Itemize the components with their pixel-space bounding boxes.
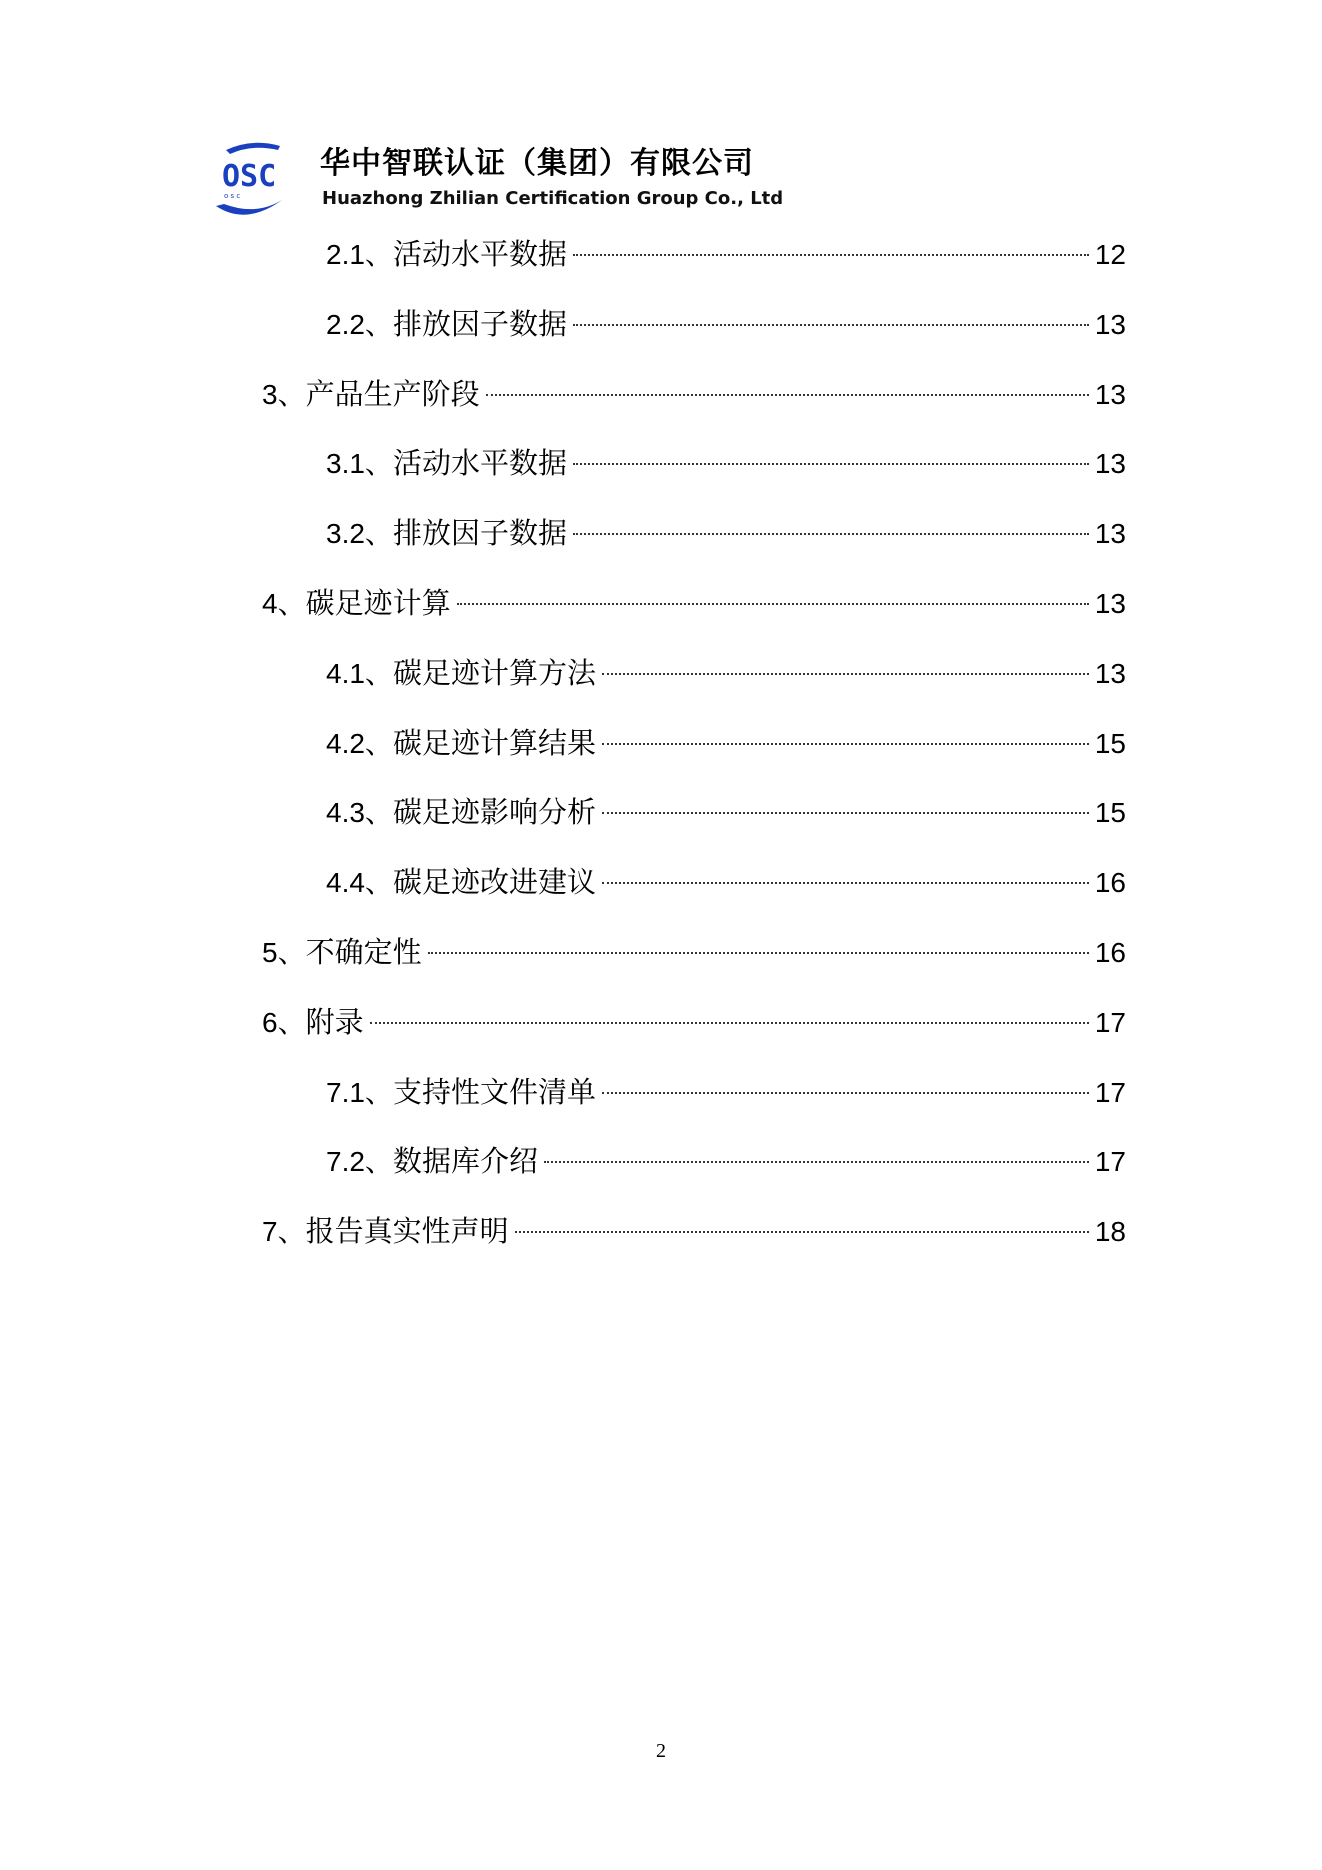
toc-entry-number: 4、 — [262, 588, 306, 619]
toc-entry-number: 4.2、 — [326, 728, 393, 759]
toc-entry-number: 7.1、 — [326, 1077, 393, 1108]
toc-dot-leader — [602, 882, 1089, 884]
toc-dot-leader — [573, 254, 1089, 256]
toc-entry[interactable] — [262, 374, 1126, 414]
toc-dot-leader — [573, 463, 1089, 465]
toc-entry-page: 16 — [1094, 937, 1126, 968]
toc-dot-leader — [602, 812, 1089, 814]
toc-entry-number: 3.2、 — [326, 518, 393, 549]
toc-entry-page: 12 — [1094, 239, 1126, 270]
toc-entry-title: 排放因子数据 — [392, 307, 567, 341]
toc-entry[interactable] — [262, 932, 1126, 972]
toc-entry-page: 13 — [1094, 309, 1126, 340]
toc-entry-title: 附录 — [305, 1005, 364, 1039]
toc-entry-title: 活动水平数据 — [392, 446, 567, 480]
toc-entry-number: 2.2、 — [326, 309, 393, 340]
toc-dot-leader — [515, 1231, 1089, 1233]
toc-dot-leader — [370, 1022, 1089, 1024]
toc-entry-number: 5、 — [262, 937, 306, 968]
toc-dot-leader — [457, 603, 1089, 605]
toc-entry-page: 13 — [1094, 379, 1126, 410]
toc-entry-number: 7、 — [262, 1216, 306, 1247]
toc-dot-leader — [602, 743, 1089, 745]
toc-entry-page: 17 — [1094, 1007, 1126, 1038]
toc-entry-title: 碳足迹计算 — [305, 586, 451, 620]
toc-entry-page: 15 — [1094, 797, 1126, 828]
toc-entry[interactable] — [326, 1072, 1126, 1112]
toc-entry-title: 排放因子数据 — [392, 516, 567, 550]
toc-entry[interactable] — [326, 1141, 1126, 1181]
logo-text: OSC — [222, 159, 277, 194]
toc-entry-title: 产品生产阶段 — [305, 377, 480, 411]
toc-entry-number: 7.2、 — [326, 1146, 393, 1177]
toc-entry[interactable] — [326, 723, 1126, 763]
toc-entry-number: 6、 — [262, 1007, 306, 1038]
page-number: 2 — [656, 1740, 666, 1762]
document-header — [212, 132, 792, 222]
toc-entry-page: 18 — [1094, 1216, 1126, 1247]
toc-entry-number: 4.3、 — [326, 797, 393, 828]
toc-dot-leader — [486, 394, 1089, 396]
toc-entry-title: 不确定性 — [305, 935, 422, 969]
toc-entry-page: 13 — [1094, 658, 1126, 689]
toc-entry-page: 15 — [1094, 728, 1126, 759]
toc-entry-title: 碳足迹改进建议 — [392, 865, 596, 899]
toc-entry-title: 数据库介绍 — [392, 1144, 538, 1178]
toc-entry[interactable] — [326, 304, 1126, 344]
toc-entry[interactable] — [326, 653, 1126, 693]
toc-dot-leader — [602, 1092, 1089, 1094]
toc-entry-title: 碳足迹计算方法 — [392, 656, 596, 690]
toc-entry-number: 3.1、 — [326, 448, 393, 479]
toc-entry[interactable] — [326, 443, 1126, 483]
toc-entry[interactable] — [262, 1002, 1126, 1042]
toc-entry[interactable] — [262, 1211, 1126, 1251]
toc-entry-page: 13 — [1094, 518, 1126, 549]
toc-dot-leader — [544, 1161, 1089, 1163]
toc-entry[interactable] — [326, 792, 1126, 832]
toc-entry-number: 2.1、 — [326, 239, 393, 270]
toc-entry-page: 13 — [1094, 448, 1126, 479]
toc-entry-page: 17 — [1094, 1146, 1126, 1177]
company-logo — [212, 136, 298, 222]
toc-entry[interactable] — [326, 862, 1126, 902]
toc-entry-page: 16 — [1094, 867, 1126, 898]
toc-entry[interactable] — [326, 513, 1126, 553]
svg-text:o s c: o s c — [224, 192, 241, 200]
toc-entry-title: 活动水平数据 — [392, 237, 567, 271]
toc-entry-title: 碳足迹计算结果 — [392, 726, 596, 760]
company-name-cn: 华中智联认证（集团）有限公司 — [320, 146, 754, 181]
toc-entry[interactable] — [262, 583, 1126, 623]
toc-entry-title: 碳足迹影响分析 — [392, 795, 596, 829]
toc-entry-number: 3、 — [262, 379, 306, 410]
toc-entry-page: 13 — [1094, 588, 1126, 619]
company-name-en: Huazhong Zhilian Certification Group Co., Ltd — [322, 188, 784, 209]
toc-dot-leader — [573, 324, 1089, 326]
toc-dot-leader — [428, 952, 1089, 954]
toc-entry[interactable] — [326, 234, 1126, 274]
toc-entry-page: 17 — [1094, 1077, 1126, 1108]
toc-dot-leader — [573, 533, 1089, 535]
toc-entry-title: 报告真实性声明 — [305, 1214, 509, 1248]
toc-entry-number: 4.4、 — [326, 867, 393, 898]
toc-dot-leader — [602, 673, 1089, 675]
toc-entry-title: 支持性文件清单 — [392, 1075, 596, 1109]
toc-entry-number: 4.1、 — [326, 658, 393, 689]
